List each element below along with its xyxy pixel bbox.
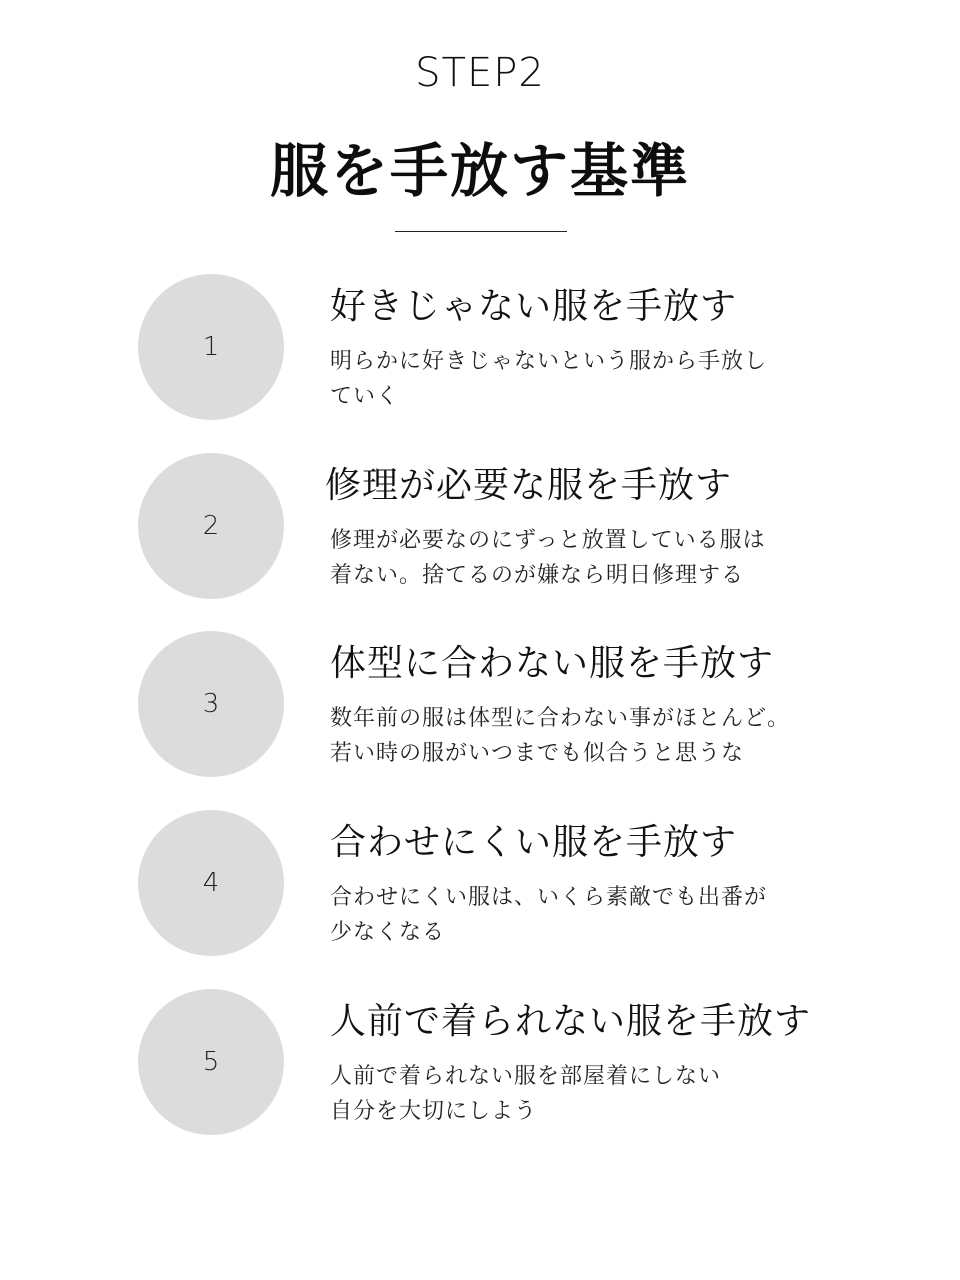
item-heading: 合わせにくい服を手放す: [330, 822, 738, 863]
item-heading: 人前で着られない服を手放す: [330, 1001, 812, 1042]
item-heading: 体型に合わない服を手放す: [330, 643, 775, 684]
item-description-line: 修理が必要なのにずっと放置している服は: [330, 528, 766, 553]
item-description-line: 自分を大切にしよう: [330, 1099, 538, 1124]
list-item: [0, 631, 960, 781]
list-item: [0, 274, 960, 424]
item-description-line: 少なくなる: [330, 920, 446, 945]
item-description: [330, 880, 830, 950]
item-heading: 修理が必要な服を手放す: [325, 465, 733, 506]
number-circle: [138, 274, 284, 420]
item-description-line: 若い時の服がいつまでも似合うと思うな: [330, 741, 745, 766]
number-circle: [138, 810, 284, 956]
list-item: [0, 989, 960, 1139]
list-item: [0, 810, 960, 960]
item-description: [330, 1059, 830, 1129]
list-item: [0, 453, 960, 603]
page-title: 服を手放す基準: [269, 137, 690, 205]
step-label: STEP2: [415, 50, 545, 96]
item-description: [330, 344, 830, 414]
item-number: 1: [202, 332, 220, 362]
item-description: [330, 523, 830, 593]
item-description-line: 数年前の服は体型に合わない事がほとんど。: [330, 706, 791, 731]
item-description-line: 着ない。捨てるのが嫌なら明日修理する: [330, 563, 745, 588]
item-description-line: ていく: [330, 384, 400, 409]
item-number: 5: [202, 1047, 220, 1077]
number-circle: [138, 989, 284, 1135]
number-circle: [138, 631, 284, 777]
item-number: 3: [202, 689, 220, 719]
item-number: 4: [202, 868, 220, 898]
item-description-line: 明らかに好きじゃないという服から手放し: [330, 349, 768, 374]
number-circle: [138, 453, 284, 599]
title-divider: [395, 231, 567, 232]
item-description: [330, 701, 830, 771]
item-description-line: 合わせにくい服は、いくら素敵でも出番が: [330, 885, 768, 910]
item-number: 2: [202, 511, 220, 541]
item-description-line: 人前で着られない服を部屋着にしない: [330, 1064, 722, 1089]
item-heading: 好きじゃない服を手放す: [330, 286, 738, 327]
